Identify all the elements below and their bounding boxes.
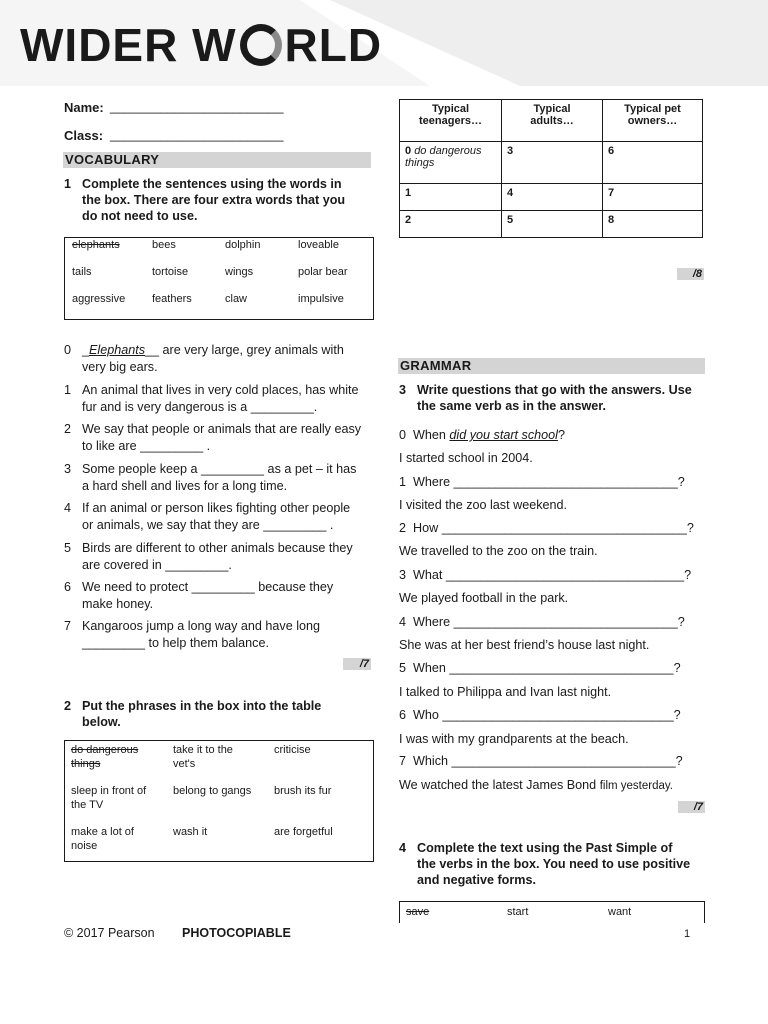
task3-line: the same verb as in the answer. [417,399,606,413]
task4-instructions [399,840,719,890]
table-header: Typical teenagers… [400,100,502,142]
box-phrase: sleep in front of the TV [71,785,147,811]
item-text: We say that people or animals that are really easy [82,422,362,436]
task3-example-reply: I started school in 2004. [399,451,533,465]
task3-question-4[interactable]: 4 Where ________________________________? [399,615,685,629]
categories-table [399,99,703,238]
box-phrase: brush its fur [274,785,332,797]
table-header: Typical adults… [502,100,603,142]
item-text[interactable]: to like are _________ . [82,438,211,453]
table-cell[interactable]: 1 [400,184,502,211]
box-word: loveable [298,239,339,251]
box-word: wings [225,266,254,278]
class-label: Class: [64,128,104,143]
class-field[interactable]: ________________________ [110,127,284,142]
task3-score: /7 [678,801,705,813]
table-row [400,184,703,211]
item-number: 5 [64,541,72,555]
box-word: tails [72,266,92,278]
box-phrase: are forgetful [274,826,333,838]
task3-question-5[interactable]: 5 When ________________________________? [399,661,681,675]
logo-o-icon [240,24,282,66]
item-text: very big ears. [82,359,158,374]
task4-line: the verbs in the box. You need to use positive [417,857,691,871]
table-cell[interactable]: 7 [603,184,703,211]
item-text[interactable]: or animals, we say that they are _________ . [82,517,334,532]
box-word: bees [152,239,176,251]
task1-item-7 [64,618,374,652]
task1-number: 1 [64,177,72,191]
box-word: dolphin [225,239,261,251]
table-cell[interactable]: 5 [502,211,603,238]
item-text: An animal that lives in very cold places, has white [82,383,359,397]
task1-item-5 [64,540,374,574]
brand-logo [20,18,382,72]
example-answer: did you start school [449,428,558,442]
logo-text-left: WIDER W [20,19,237,71]
task1-item-2 [64,421,374,455]
task3-question-2[interactable]: 2 How ___________________________________? [399,521,694,535]
task1-item-3 [64,461,374,495]
item-number: 7 [64,619,72,633]
box-phrase: take it to the vet's [173,744,233,770]
table-cell[interactable]: 8 [603,211,703,238]
page-header [0,0,768,90]
task2-phrase-box [64,740,374,862]
task4-number: 4 [399,841,407,855]
box-word: start [507,906,529,918]
box-phrase: wash it [173,826,208,838]
box-word: save [406,906,430,918]
task2-instructions [64,698,364,732]
box-word: feathers [152,293,192,305]
box-word: want [608,906,632,918]
task1-item-6 [64,579,374,613]
task1-line: Complete the sentences using the words in [82,177,342,191]
item-text: make honey. [82,596,154,611]
task3-example: 0 When did you start school? [399,428,565,442]
task3-reply-5: I talked to Philippa and Ivan last night. [399,685,612,699]
item-text[interactable]: are covered in _________. [82,557,232,572]
item-text[interactable]: We need to protect _________ because they [82,580,334,594]
table-header: Typical pet owners… [603,100,703,142]
item-text[interactable]: Some people keep a _________ as a pet – it has [82,462,357,476]
page-number: 1 [684,928,691,940]
task3-reply-3: We played football in the park. [399,591,569,605]
box-phrase: do dangerous things [71,744,139,770]
table-cell[interactable]: 6 [603,142,703,184]
item-text[interactable]: fur and is very dangerous is a _________. [82,399,318,414]
item-number: 4 [64,501,72,515]
item-number: 3 [64,462,72,476]
box-word: elephants [72,239,120,251]
name-label: Name: [64,100,104,115]
item-text: a hard shell and lives for a long time. [82,478,288,493]
box-word: tortoise [152,266,189,278]
table-row [400,211,703,238]
task1-instructions [64,176,364,226]
table-cell[interactable]: 2 [400,211,502,238]
table-cell[interactable]: 4 [502,184,603,211]
item-number: 0 [64,343,72,357]
box-word: aggressive [72,293,126,305]
item-text: are very large, grey animals with [162,343,344,357]
footer-photocopiable: PHOTOCOPIABLE [182,926,291,940]
task4-line: Complete the text using the Past Simple of [417,841,673,855]
task1-line: the box. There are four extra words that you [82,193,346,207]
box-phrase: criticise [274,744,311,756]
item-number: 1 [64,383,72,397]
task3-reply-7: We watched the latest James Bond film yesterday. [399,778,673,792]
task3-reply-4: She was at her best friend’s house last night. [399,638,650,652]
item-number: 2 [64,422,72,436]
box-word: claw [225,293,248,305]
task2-line: Put the phrases in the box into the table [82,699,322,713]
task3-reply-6: I was with my grandparents at the beach. [399,732,629,746]
logo-text-right: RLD [284,19,383,71]
task3-line: Write questions that go with the answers. Use [417,383,692,397]
task1-score: /7 [343,658,371,670]
task3-instructions [399,382,709,416]
task1-line: do not need to use. [82,209,198,223]
task4-word-box [399,901,705,923]
item-text: Birds are different to other animals because they [82,541,353,555]
box-phrase: make a lot of noise [71,826,134,852]
task3-number: 3 [399,383,407,397]
task3-reply-2: We travelled to the zoo on the train. [399,544,598,558]
box-word: impulsive [298,293,344,305]
item-number: 6 [64,580,72,594]
task4-line: and negative forms. [417,873,536,887]
item-text[interactable]: _________ to help them balance. [82,635,269,650]
footer-copyright: © 2017 Pearson [64,926,155,940]
vocabulary-heading: VOCABULARY [63,152,371,168]
task3-question-6[interactable]: 6 Who _________________________________? [399,708,681,722]
task2-number: 2 [64,699,72,713]
table-row [400,142,703,184]
item-text: Kangaroos jump a long way and have long [82,619,321,633]
task3-question-3[interactable]: 3 What __________________________________? [399,568,692,582]
task3-reply-1: I visited the zoo last weekend. [399,498,568,512]
task3-question-1[interactable]: 1 Where ________________________________? [399,475,685,489]
task2-line: below. [82,715,121,729]
box-phrase: belong to gangs [173,785,252,797]
example-answer: Elephants [89,343,146,357]
task1-item-4 [64,500,374,534]
task3-question-7[interactable]: 7 Which ________________________________? [399,754,683,768]
box-word: polar bear [298,266,348,278]
table-cell[interactable]: 0 do dangerous things [400,142,502,184]
task1-word-box [64,237,374,320]
table-cell[interactable]: 3 [502,142,603,184]
table-score: /8 [677,268,704,280]
name-field[interactable]: ________________________ [110,99,284,114]
table-header-row [400,100,703,142]
grammar-heading: GRAMMAR [398,358,705,374]
task1-item-1 [64,382,374,416]
item-text: If an animal or person likes fighting other people [82,501,351,515]
